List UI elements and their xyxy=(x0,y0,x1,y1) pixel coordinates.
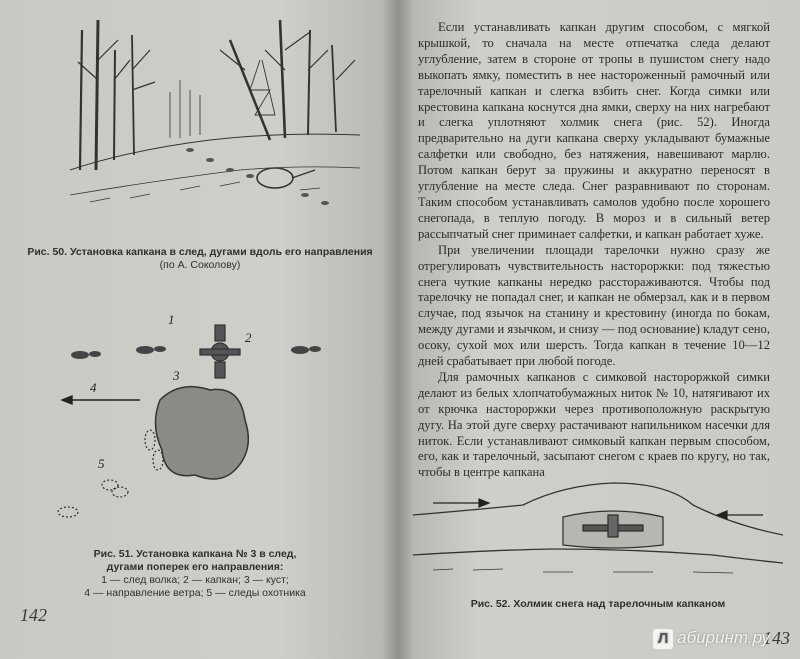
figure-50-caption-title: Рис. 50. Установка капкана в след, дугами вдоль его направления xyxy=(27,246,373,258)
figure-52-illustration xyxy=(413,475,783,590)
left-page xyxy=(0,0,398,659)
figure-51-caption xyxy=(40,548,330,600)
figure-50-caption xyxy=(20,246,380,272)
figure-50-illustration xyxy=(70,20,360,210)
right-page-body xyxy=(418,20,770,481)
labirint-logo-icon: Л xyxy=(653,629,673,649)
paragraph-1: Если устанавливать капкан другим способом, с мягкой крышкой, то сначала на месте отпечатка следа делают углубление, затем в стороне от тропы в пушистом снегу надо выкопать ямку, поместить в нее настороженный рамочный или тарелочный капкан и слегка взбить снег. Когда симки или крестовина капкана коснутся дна ямки, сверху на них нагребают и слегка уплотняют холмик снега (рис. 52). Иногда предварительно на дуги капкана сверху укладывают бумажные салфетки или свободно, без натяжения, навешивают марлю. Потом капкан берут за пружины и аккуратно переносят в углубление на месте следа. Снег разравнивают по сторонам. Таким способом устанавливать самолов удобно после хорошего снегопада, в теплую погоду. В мороз и в сильный ветер рассыпчатый снег приминает салфетки, и капкан работает хуже. xyxy=(418,20,770,241)
right-page xyxy=(398,0,800,659)
figure-51-caption-line-3: 1 — след волка; 2 — капкан; 3 — куст; xyxy=(101,574,289,586)
figure-51-caption-line-1: Рис. 51. Установка капкана № 3 в след, xyxy=(93,548,297,560)
figure-52-caption-text: Рис. 52. Холмик снега над тарелочным капканом xyxy=(470,598,726,610)
right-page-number: 143 xyxy=(763,628,790,648)
labirint-watermark-text: абиринт.ру xyxy=(677,628,770,647)
figure-51-label-4: 4 xyxy=(90,380,97,395)
paragraph-3: Для рамочных капканов с симковой настороржкой симки делают из белых хлопчатобумажных ниток № 10, натягивают их от крючка настороржки через противоположную раскрытую дугу. На этой дуге сверху растачивают напильником насечки для ниток. Если устанавливают симковый капкан первым способом, его, как и тарелочный, засыпают снегом с краев по кругу, но так, чтобы в центре капкана xyxy=(418,369,770,480)
left-page-number: 142 xyxy=(20,605,47,625)
figure-50-caption-source: (по А. Соколову) xyxy=(159,259,241,271)
figure-51-illustration xyxy=(50,310,360,540)
figure-51-label-5: 5 xyxy=(98,456,105,471)
figure-51-caption-line-4: 4 — направление ветра; 5 — следы охотника xyxy=(84,587,306,599)
figure-51-label-3: 3 xyxy=(173,368,180,383)
paragraph-2: При увеличении площади тарелочки нужно сразу же отрегулировать чувствительность настороржки: под тяжестью снега чуткие капканы нередко расстораживаются. Чтобы под тарелочку не попадал снег, и капкан не обмерзал, как и в первом случае, под язычок на станину и крестовину (иногда по бокам, между дугами и язычком, и снизу — под основание) кладут сено, осоку, сухой мох или шерсть. Тогда капкан в течение 10—12 дней срабатывает при любой погоде. xyxy=(418,242,770,369)
figure-51-caption-line-2: дугами поперек его направления: xyxy=(106,561,284,573)
figure-52-caption xyxy=(418,598,778,611)
labirint-watermark xyxy=(653,628,770,649)
figure-51-label-1: 1 xyxy=(168,312,175,327)
figure-51-label-2: 2 xyxy=(245,330,252,345)
